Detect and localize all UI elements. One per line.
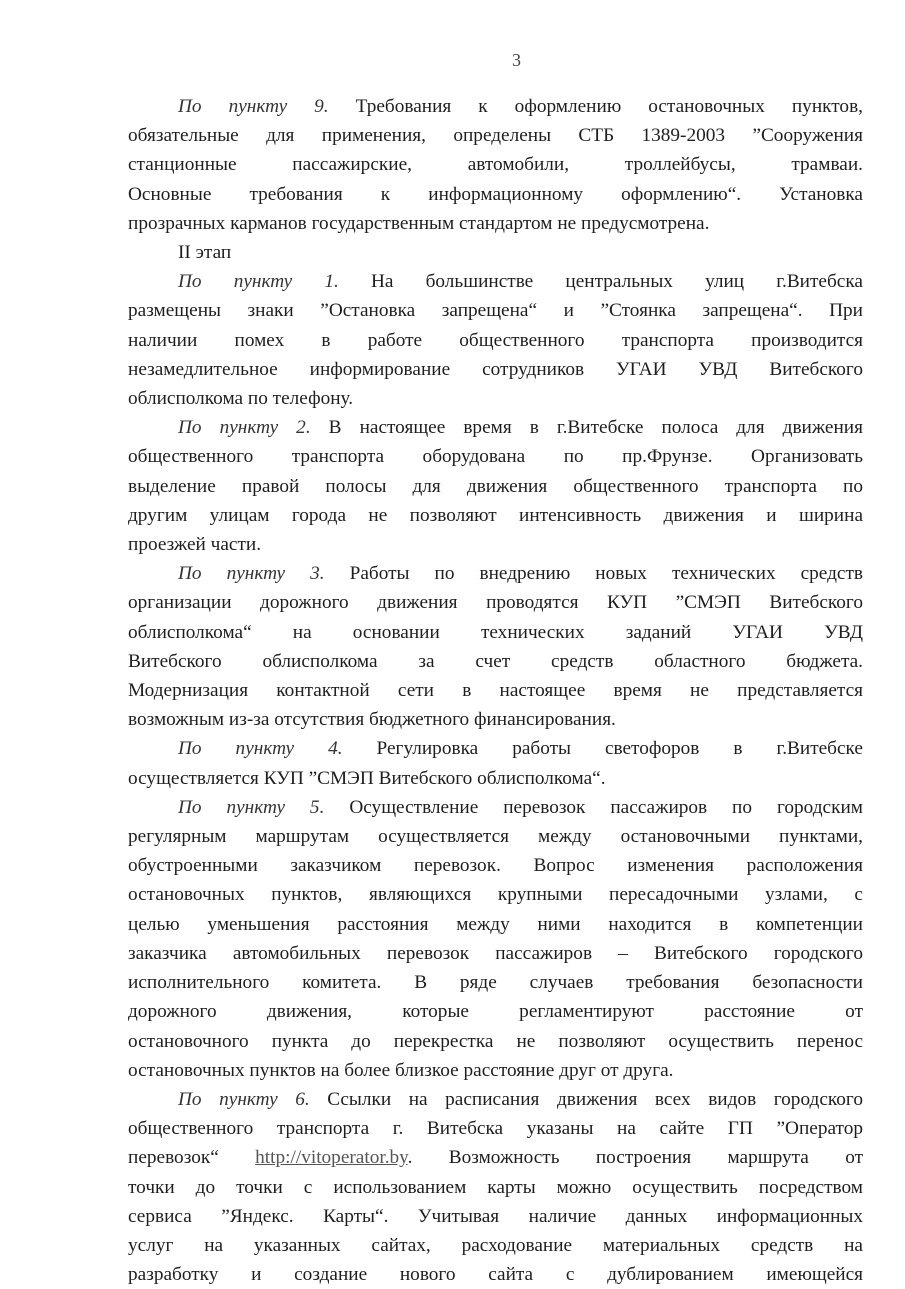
text-span: В настоящее время в г.Витебске полоса для движения: [310, 417, 863, 439]
text-line: точки до точки с использованием карты можно осуществить посредством: [128, 1176, 863, 1198]
text-span: Работы по внедрению новых технических средств: [324, 563, 864, 585]
paragraph-lead: По пункту 5.: [178, 796, 325, 818]
text-span: остановочных пунктов на более близкое расстояние друг от друга.: [128, 1059, 674, 1081]
text-span: общественного транспорта оборудована по пр.Фрунзе. Организовать: [128, 446, 863, 468]
text-line: [128, 209, 863, 238]
text-span: облисполкома“ на основании технических заданий УГАИ УВД: [128, 621, 863, 643]
paragraph-lead: По пункту 6.: [178, 1088, 310, 1110]
text-span: исполнительного комитета. В ряде случаев требования безопасности: [128, 972, 863, 994]
paragraph-lead: По пункту 1.: [178, 271, 339, 293]
text-span: остановочных пунктов, являющихся крупными пересадочными узлами, с: [128, 884, 863, 906]
text-span: . Возможность построения маршрута от: [407, 1147, 864, 1169]
text-line: общественного транспорта г. Витебска указаны на сайте ГП ”Оператор: [128, 1118, 863, 1140]
text-span: осуществляется КУП ”СМЭП Витебского облисполкома“.: [128, 767, 606, 789]
text-line: [128, 1056, 863, 1085]
text-span: другим улицам города не позволяют интенсивность движения и ширина: [128, 504, 863, 526]
text-line: [128, 121, 863, 150]
text-line: [128, 442, 863, 471]
text-span: Осуществление перевозок пассажиров по городским: [324, 796, 863, 818]
text-span: регулярным маршрутам осуществляется между остановочными пунктами,: [128, 826, 863, 848]
text-line: [128, 705, 863, 734]
text-line: [128, 1143, 863, 1172]
text-span: наличии помех в работе общественного транспорта производится: [128, 329, 863, 351]
text-span: Требования к оформлению остановочных пунктов,: [328, 96, 863, 117]
text-span: выделение правой полосы для движения общественного транспорта по: [128, 475, 863, 497]
text-line: [128, 793, 863, 822]
text-line: [128, 939, 863, 968]
text-line: разработку и создание нового сайта с дублированием имеющейся: [128, 1264, 863, 1286]
text-line: [128, 326, 863, 355]
text-line: сервиса ”Яндекс. Карты“. Учитывая наличие данных информационных: [128, 1205, 863, 1227]
text-line: [128, 501, 863, 530]
paragraph: [128, 793, 863, 1085]
paragraph: [128, 734, 863, 792]
text-span: размещены знаки ”Остановка запрещена“ и ”Стоянка запрещена“. При: [128, 300, 863, 322]
text-line: [128, 238, 863, 267]
text-line: [128, 968, 863, 997]
text-line: [128, 267, 863, 296]
text-span: организации дорожного движения проводятся КУП ”СМЭП Витебского: [128, 592, 863, 614]
text-span: Модернизация контактной сети в настоящее время не представляется: [128, 680, 863, 702]
text-line: [128, 559, 863, 588]
text-line: [128, 1027, 863, 1056]
text-line: [128, 472, 863, 501]
text-line: [128, 764, 863, 793]
text-span: обязательные для применения, определены СТБ 1389-2003 ”Сооружения: [128, 125, 863, 147]
text-line: [128, 734, 863, 763]
paragraph: [128, 559, 863, 734]
text-line: услуг на указанных сайтах, расходование материальных средств на: [128, 1234, 863, 1256]
text-line: [128, 150, 863, 179]
text-span: незамедлительное информирование сотрудников УГАИ УВД Витебского: [128, 358, 863, 380]
text-line: [128, 647, 863, 676]
paragraph-lead: По пункту 2.: [178, 417, 311, 439]
text-span: Ссылки на расписания движения всех видов городского: [309, 1088, 863, 1110]
text-line: [128, 180, 863, 209]
text-span: II этап: [178, 242, 232, 264]
text-line: [128, 676, 863, 705]
text-span: Основные требования к информационному оформлению“. Установка: [128, 183, 863, 205]
text-line: [128, 822, 863, 851]
paragraph: [128, 238, 863, 267]
text-span: заказчика автомобильных перевозок пассажиров – Витебского городского: [128, 942, 863, 964]
paragraph-lead: По пункту 9.: [178, 96, 329, 117]
text-line: [128, 413, 863, 442]
text-line: [128, 588, 863, 617]
text-span: остановочного пункта до перекрестка не позволяют осуществить перенос: [128, 1030, 863, 1052]
text-line: [128, 384, 863, 413]
text-line: [128, 851, 863, 880]
paragraph: [128, 413, 863, 559]
paragraph-6: [128, 1085, 863, 1289]
text-span: облисполкома по телефону.: [128, 388, 354, 410]
text-span: Витебского облисполкома за счет средств областного бюджета.: [128, 650, 863, 672]
text-line: [128, 296, 863, 325]
text-line: [128, 1085, 863, 1114]
text-line: [128, 355, 863, 384]
text-line: [128, 910, 863, 939]
text-line: [128, 92, 863, 121]
document-body: [128, 92, 863, 1289]
text-span: перевозок“: [128, 1147, 256, 1169]
page-number: 3: [512, 50, 521, 70]
text-span: Регулировка работы светофоров в г.Витебске: [342, 738, 863, 760]
text-line: [128, 530, 863, 559]
operator-website-link[interactable]: http://vitoperator.by: [255, 1147, 408, 1169]
paragraph: [128, 92, 863, 238]
text-line: [128, 618, 863, 647]
text-span: проезжей части.: [128, 534, 262, 556]
text-span: обустроенными заказчиком перевозок. Вопрос изменения расположения: [128, 855, 863, 877]
text-line: [128, 997, 863, 1026]
text-span: целью уменьшения расстояния между ними находится в компетенции: [128, 913, 863, 935]
paragraph-lead: По пункту 4.: [178, 738, 343, 760]
text-span: возможным из-за отсутствия бюджетного финансирования.: [128, 709, 616, 731]
text-span: станционные пассажирские, автомобили, троллейбусы, трамваи.: [128, 154, 863, 176]
text-span: На большинстве центральных улиц г.Витебска: [338, 271, 863, 293]
paragraph: [128, 267, 863, 413]
paragraph-lead: По пункту 3.: [178, 563, 325, 585]
text-span: дорожного движения, которые регламентируют расстояние от: [128, 1001, 863, 1023]
text-span: прозрачных карманов государственным стандартом не предусмотрена.: [128, 212, 710, 234]
text-line: [128, 880, 863, 909]
